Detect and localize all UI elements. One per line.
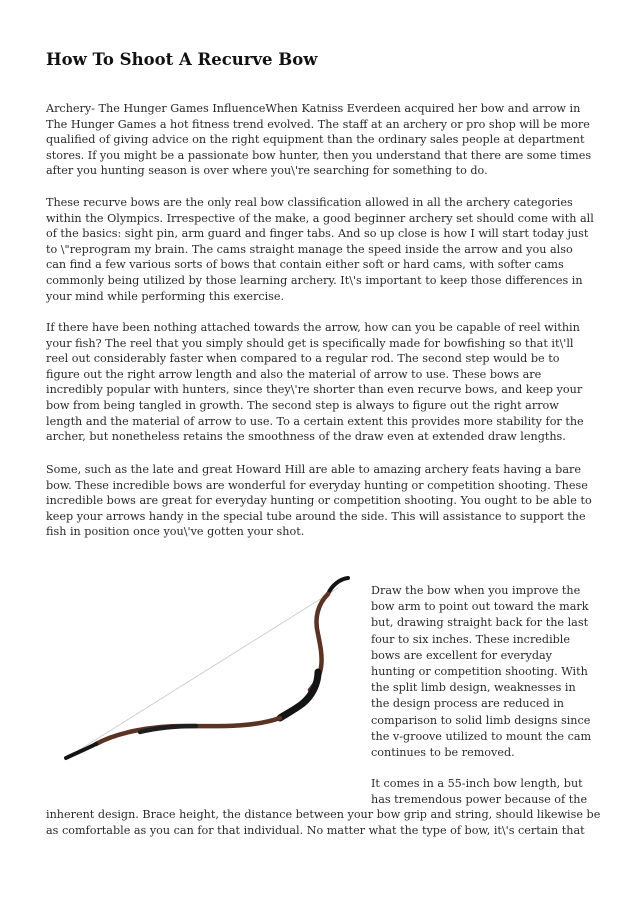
paragraph-3: If there have been nothing attached towards the arrow, how can you be capable of reel within your fish? The reel that you simply should get is specifically made for bowfishing so that it\'ll reel out considerably faster when compared to a regular rod. The second step would be to figure out the right arrow length and also the material of arrow to use. These bows are incredibly popular with hunters, since they\'re shorter than even recurve bows, and keep your bow from being tangled in growth. The second step is always to figure out the right arrow length and the material of arrow to use. To a certain extent this provides more stability for the archer, but nonetheless retains the smoothness of the draw even at extended draw lengths.: [46, 321, 584, 444]
paragraph-1: Archery- The Hunger Games InfluenceWhen Katniss Everdeen acquired her bow and arrow in The Hunger Games a hot fitness trend evolved. The staff at an archery or pro shop will be more qualified of giving advice on the right equipment than the ordinary sales people at department stores. If you might be a passionate bow hunter, then you understand that there are some times after you hunting season is over where you\'re searching for something to do.: [46, 102, 592, 178]
side-paragraph-1: Draw the bow when you improve the bow arm to point out toward the mark but, drawing straight back for the last four to six inches. These incredible bows are excellent for everyday hunting or competition shooting. With the split limb design, weaknesses in the design process are reduced in comparison to solid limb designs since the v-groove utilized to mount the cam continues to be removed.: [371, 584, 592, 760]
side-paragraph-2: It comes in a 55-inch bow length, but has tremendous power because of the: [371, 777, 588, 807]
lower-limb-tip: [66, 744, 96, 758]
recurve-bow-image: [56, 560, 366, 782]
paragraph-2: These recurve bows are the only real bow classification allowed in all the archery categories within the Olympics. Irrespective of the make, a good beginner archery set should come with all of the basics: sight pin, arm guard and finger tabs. And so up close is how I will start today just to \"reprogram my brain. The cams straight manage the speed inside the arrow and you also can find a few various sorts of bows that contain either soft or hard cams, with softer cams commonly being utilized by those learning archery. It\'s important to keep those differences in your mind while performing this exercise.: [46, 196, 594, 303]
bow-string: [68, 588, 338, 757]
upper-limb-tip: [328, 578, 348, 594]
continued-paragraph: inherent design. Brace height, the distance between your bow grip and string, should likewise be as comfortable as you can for that individual. No matter what the type of bow, it\'s certain that: [46, 808, 601, 838]
page-title: How To Shoot A Recurve Bow: [46, 50, 318, 69]
grip-wrap: [280, 672, 318, 718]
paragraph-4: Some, such as the late and great Howard Hill are able to amazing archery feats having a bare bow. These incredible bows are wonderful for everyday hunting or competition shooting. These incredible bows are great for everyday hunting or competition shooting. You ought to be able to keep your arrows handy in the special tube around the side. This will assistance to support the fish in position once you\'ve gotten your shot.: [46, 463, 592, 539]
